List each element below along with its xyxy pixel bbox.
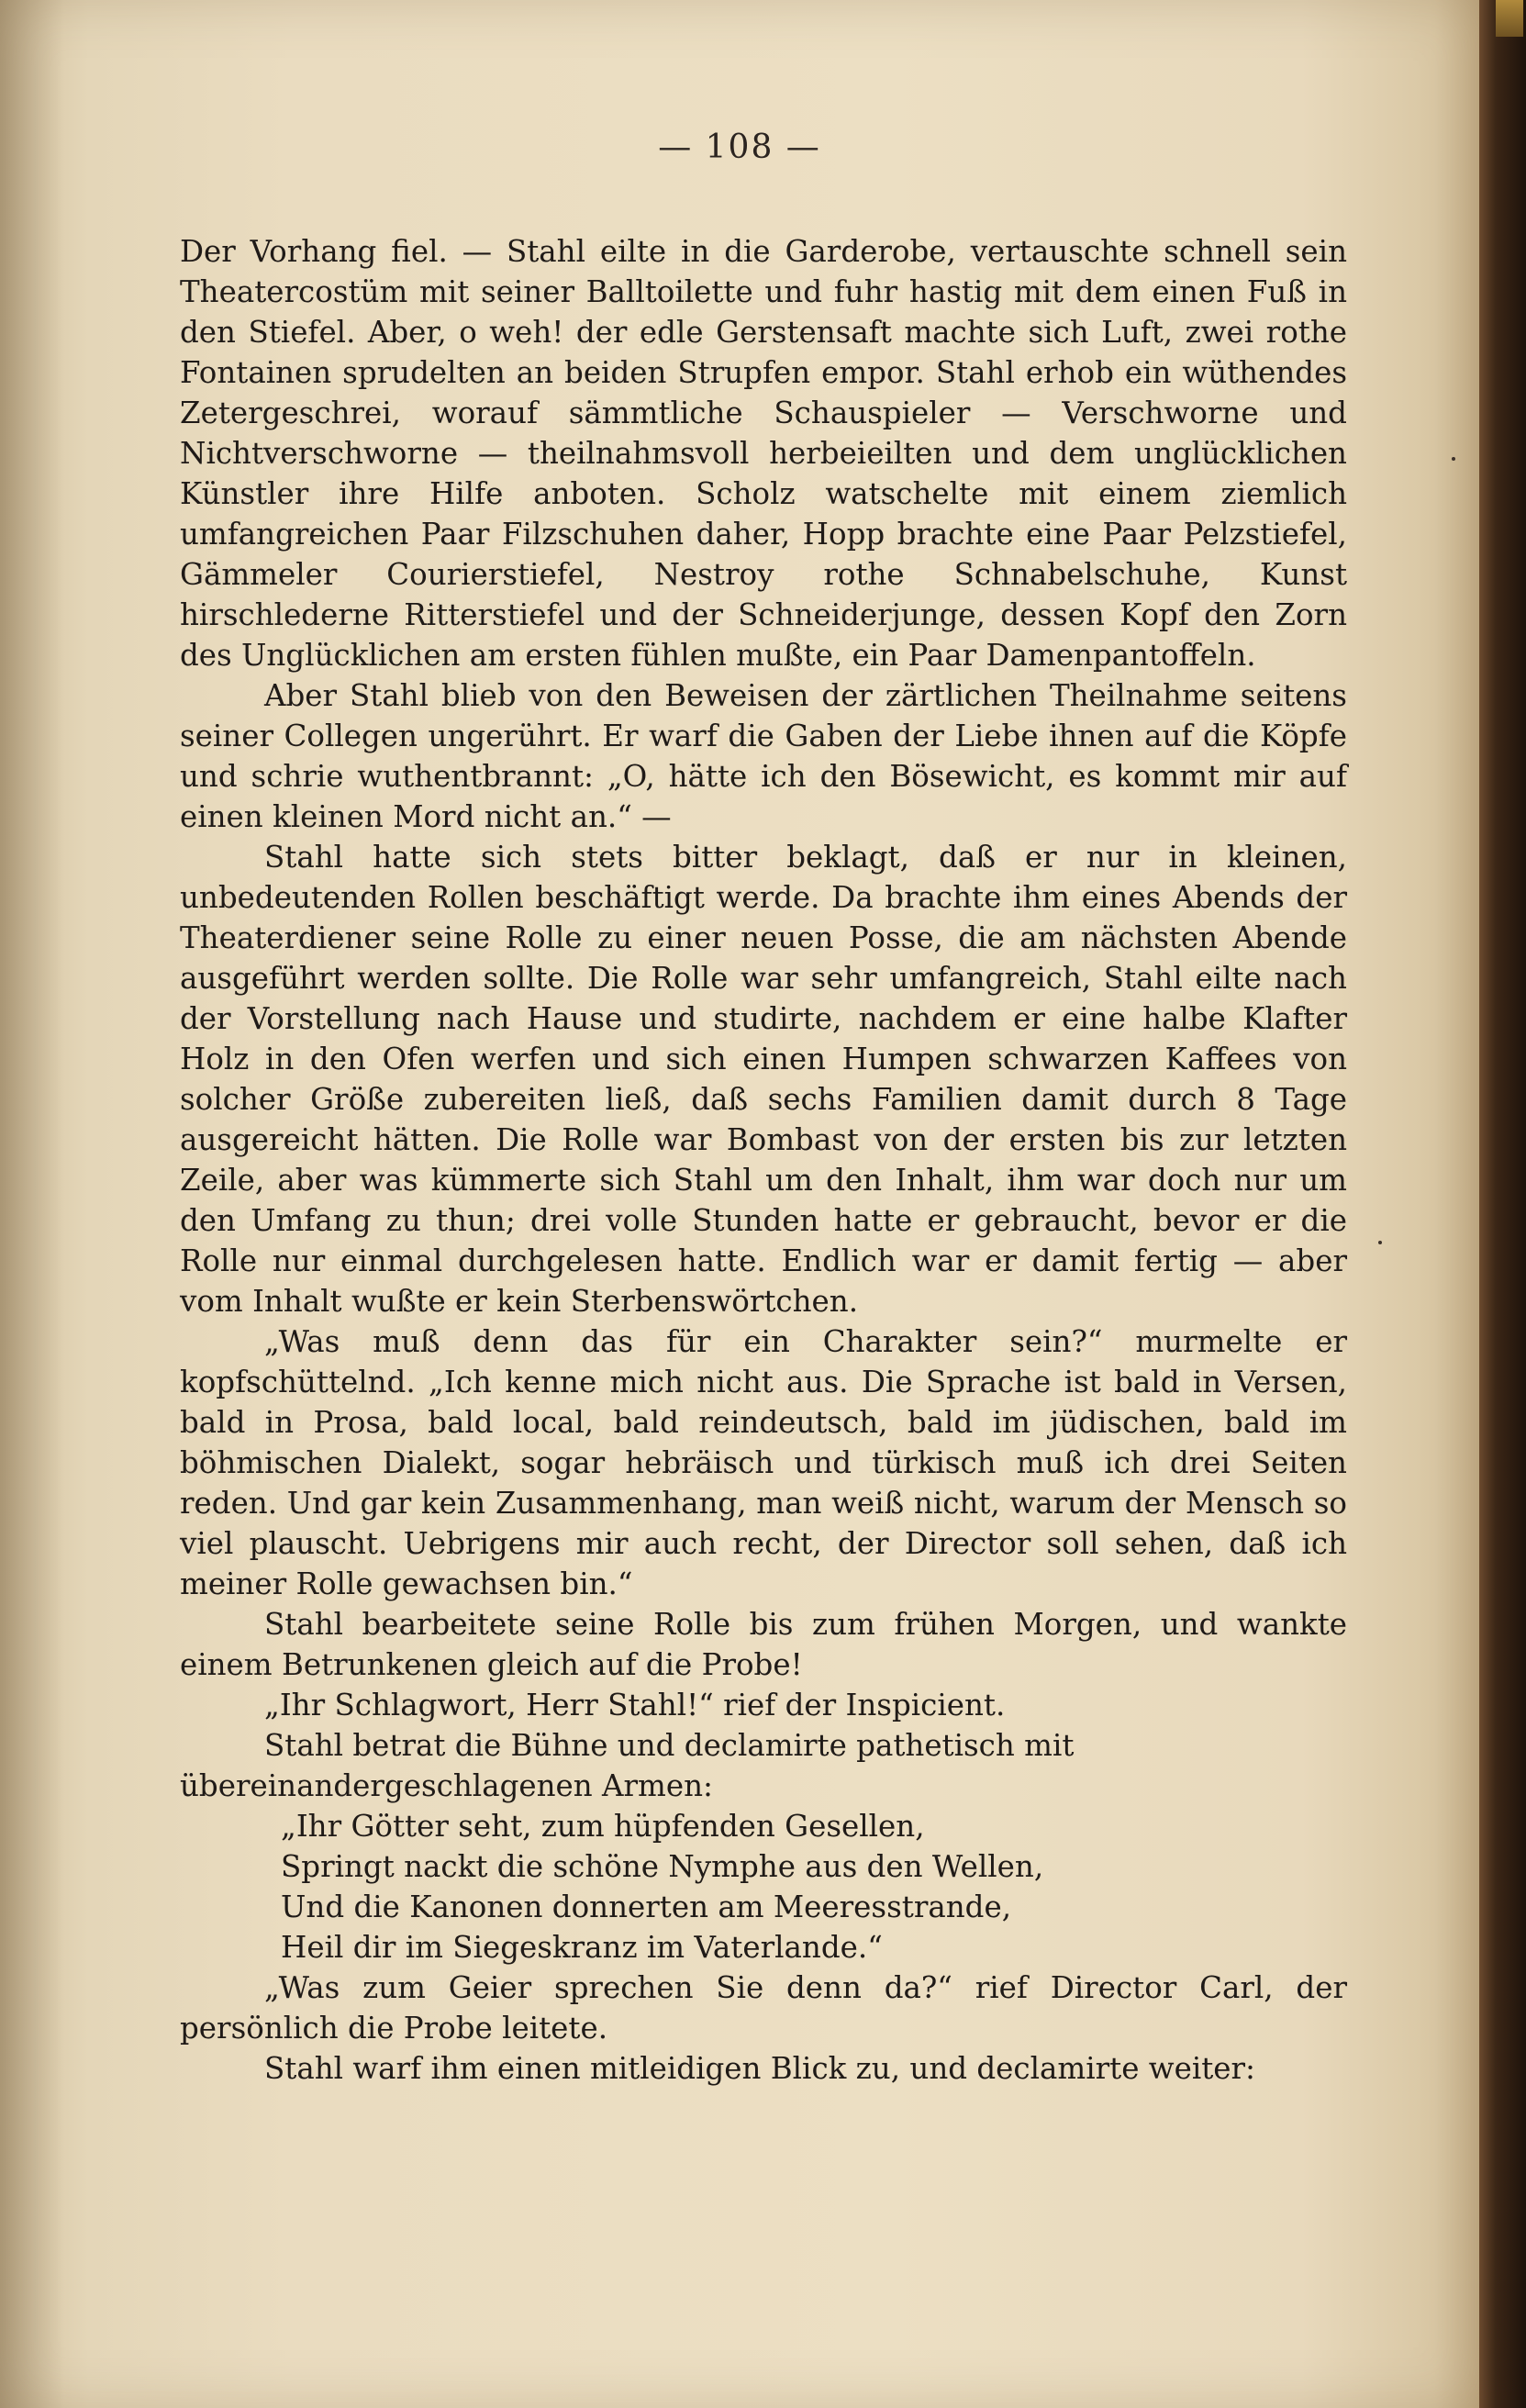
margin-speck [1452, 457, 1455, 461]
paragraph-declamation-intro: Stahl betrat die Bühne und declamirte pathetisch mit übereinandergeschlagenen Armen: [180, 1728, 1075, 1803]
verse-line: Springt nackt die schöne Nymphe aus den Wellen, [281, 1849, 1044, 1884]
paragraph-director-carl: „Was zum Geier sprechen Sie denn da?“ rief Director Carl, der persönlich die Probe leitete. [180, 1970, 1347, 2046]
verse-block [281, 1806, 1347, 1968]
paragraph-curtain-fell: Der Vorhang fiel. — Stahl eilte in die Garderobe, vertauschte schnell sein Theatercostüm mit seiner Balltoilette und fuhr hastig mit dem einen Fuß in den Stiefel. Aber, o weh! der edle Gerstensaft machte sich Luft, zwei rothe Fontainen sprudelten an beiden Strupfen empor. Stahl erhob ein wüthendes Zetergeschrei, worauf sämmtliche Schauspieler — Verschworne und Nichtverschworne — theilnahmsvoll herbeieilten und dem unglücklichen Künstler ihre Hilfe anboten. Scholz watschelte mit einem ziemlich umfangreichen Paar Filzschuhen daher, Hopp brachte eine Paar Pelzstiefel, Gämmeler Courierstiefel, Nestroy rothe Schnabelschuhe, Kunst hirschlederne Ritterstiefel und der Schneiderjunge, dessen Kopf den Zorn des Unglücklichen am ersten fühlen mußte, ein Paar Damenpantoffeln. [180, 234, 1347, 673]
page-number: — 108 — [658, 128, 821, 166]
paragraph-cue-call: „Ihr Schlagwort, Herr Stahl!“ rief der Inspicient. [264, 1688, 1006, 1722]
paragraph-what-character: „Was muß denn das für ein Charakter sein?“ murmelte er kopfschüttelnd. „Ich kenne mich nicht aus. Die Sprache ist bald in Versen, bald in Prosa, bald local, bald reindeutsch, bald im jüdischen, bald im böhmischen Dialekt, sogar hebräisch und türkisch muß ich drei Seiten reden. Und gar kein Zusammenhang, man weiß nicht, warum der Mensch so viel plauscht. Uebrigens mir auch recht, der Director soll sehen, daß ich meiner Rolle gewachsen bin.“ [180, 1324, 1347, 1601]
margin-speck [1378, 1241, 1382, 1244]
paragraph-stahl-unmoved: Aber Stahl blieb von den Beweisen der zärtlichen Theilnahme seitens seiner Collegen ungerührt. Er warf die Gaben der Liebe ihnen auf die Köpfe und schrie wuthentbrannt: „O, hätte ich den Bösewicht, es kommt mir auf einen kleinen Mord nicht an.“ — [180, 678, 1347, 834]
body-text [180, 231, 1347, 2089]
gilt-corner [1496, 0, 1523, 37]
paragraph-rehearsal: Stahl bearbeitete seine Rolle bis zum frühen Morgen, und wankte einem Betrunkenen gleich auf die Probe! [180, 1607, 1347, 1682]
book-binding-edge [1479, 0, 1526, 2408]
verse-line: „Ihr Götter seht, zum hüpfenden Gesellen, [281, 1809, 925, 1844]
gutter-shadow [0, 0, 64, 2408]
paragraph-stahl-new-role: Stahl hatte sich stets bitter beklagt, daß er nur in kleinen, unbedeutenden Rollen beschäftigt werde. Da brachte ihm eines Abends der Theaterdiener seine Rolle zu einer neuen Posse, die am nächsten Abende ausgeführt werden sollte. Die Rolle war sehr umfangreich, Stahl eilte nach der Vorstellung nach Hause und studirte, nachdem er eine halbe Klafter Holz in den Ofen werfen und sich einen Humpen schwarzen Kaffees von solcher Größe zubereiten ließ, daß sechs Familien damit durch 8 Tage ausgereicht hätten. Die Rolle war Bombast von der ersten bis zur letzten Zeile, aber was kümmerte sich Stahl um den Inhalt, ihm war doch nur um den Umfang zu thun; drei volle Stunden hatte er gebraucht, bevor er die Rolle nur einmal durchgelesen hatte. Endlich war er damit fertig — aber vom Inhalt wußte er kein Sterbenswörtchen. [180, 840, 1347, 1319]
verse-line: Heil dir im Siegeskranz im Vaterlande.“ [281, 1930, 883, 1965]
paragraph-declaimed-further: Stahl warf ihm einen mitleidigen Blick zu, und declamirte weiter: [264, 2051, 1255, 2086]
verse-line: Und die Kanonen donnerten am Meeresstrande, [281, 1890, 1012, 1924]
